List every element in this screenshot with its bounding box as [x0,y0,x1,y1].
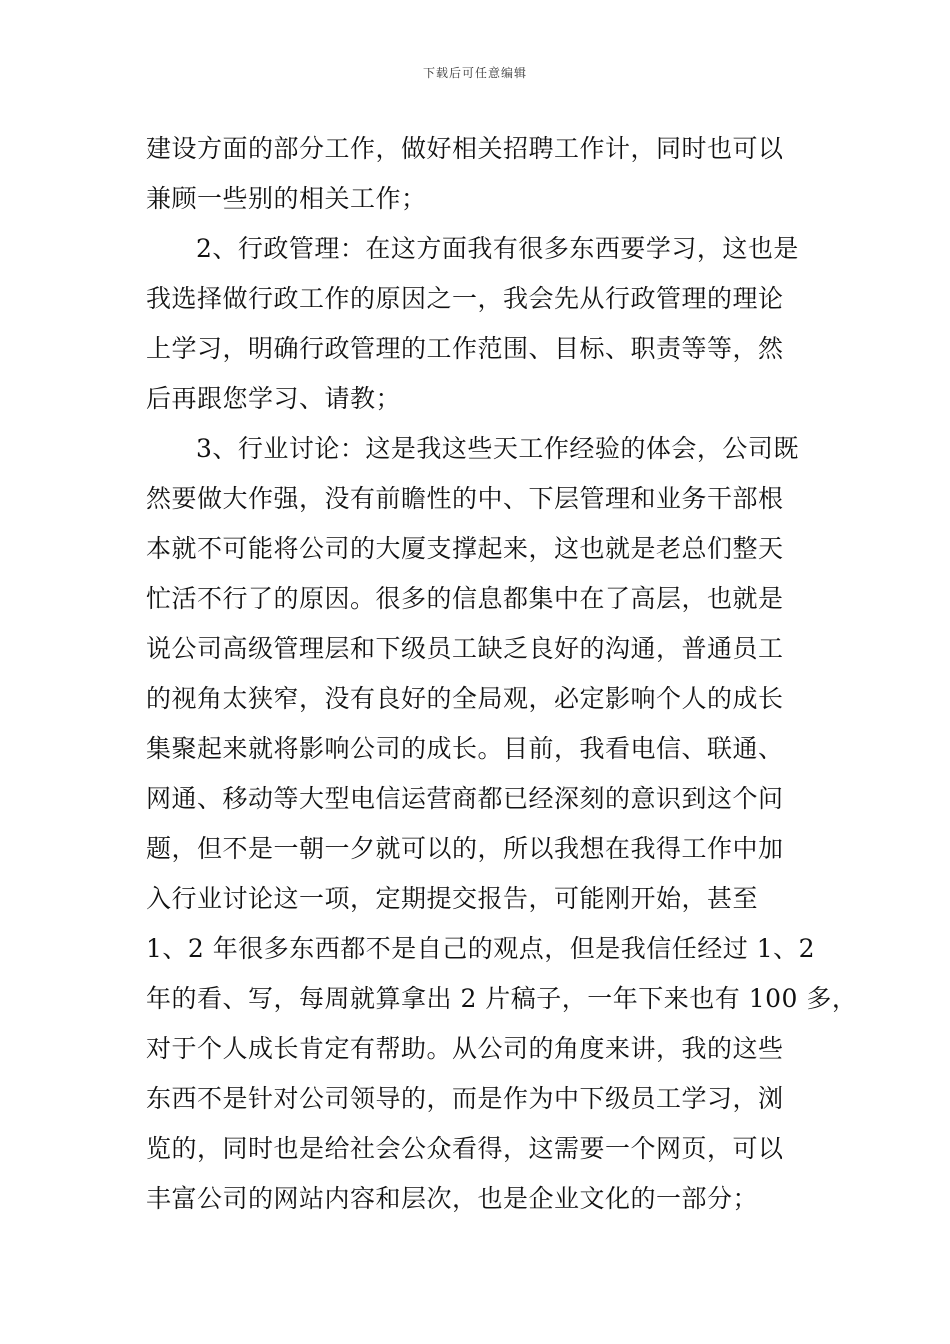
paragraph-line: 东西不是针对公司领导的，而是作为中下级员工学习，浏 [146,1084,784,1113]
paragraph-line: 丰富公司的网站内容和层次，也是企业文化的一部分； [146,1184,759,1213]
paragraph-line: 上学习，明确行政管理的工作范围、目标、职责等等，然 [146,334,784,363]
paragraph-line: 本就不可能将公司的大厦支撑起来，这也就是老总们整天 [146,534,784,563]
paragraph-line: 后再跟您学习、请教； [146,384,402,413]
document-body [146,124,858,1224]
paragraph-line: 集聚起来就将影响公司的成长。目前，我看电信、联通、 [146,734,784,763]
paragraph-line: 的视角太狭窄，没有良好的全局观，必定影响个人的成长 [146,684,784,713]
paragraph-line: 1、2 年很多东西都不是自己的观点，但是我信任经过 1、2 [146,934,816,963]
paragraph-line: 入行业讨论这一项，定期提交报告，可能刚开始，甚至 [146,884,759,913]
paragraph-line: 览的，同时也是给社会公众看得，这需要一个网页，可以 [146,1134,784,1163]
paragraph-line: 兼顾一些别的相关工作； [146,184,427,213]
paragraph-line: 对于个人成长肯定有帮助。从公司的角度来讲，我的这些 [146,1034,784,1063]
paragraph-line: 说公司高级管理层和下级员工缺乏良好的沟通，普通员工 [146,634,784,663]
paragraph-line: 建设方面的部分工作，做好相关招聘工作计，同时也可以 [146,134,784,163]
page-header: 下载后可任意编辑 [422,66,527,80]
paragraph-line: 年的看、写，每周就算拿出 2 片稿子，一年下来也有 100 多， [146,984,858,1013]
list-item-line: 2、行政管理：在这方面我有很多东西要学习，这也是 [196,234,799,263]
paragraph-line: 我选择做行政工作的原因之一，我会先从行政管理的理论 [146,284,784,313]
paragraph-line: 忙活不行了的原因。很多的信息都集中在了高层，也就是 [146,584,784,613]
list-item-line: 3、行业讨论：这是我这些天工作经验的体会，公司既 [196,434,799,463]
paragraph-line: 网通、移动等大型电信运营商都已经深刻的意识到这个问 [146,784,784,813]
paragraph-line: 题，但不是一朝一夕就可以的，所以我想在我得工作中加 [146,834,784,863]
paragraph-line: 然要做大作强，没有前瞻性的中、下层管理和业务干部根 [146,484,784,513]
